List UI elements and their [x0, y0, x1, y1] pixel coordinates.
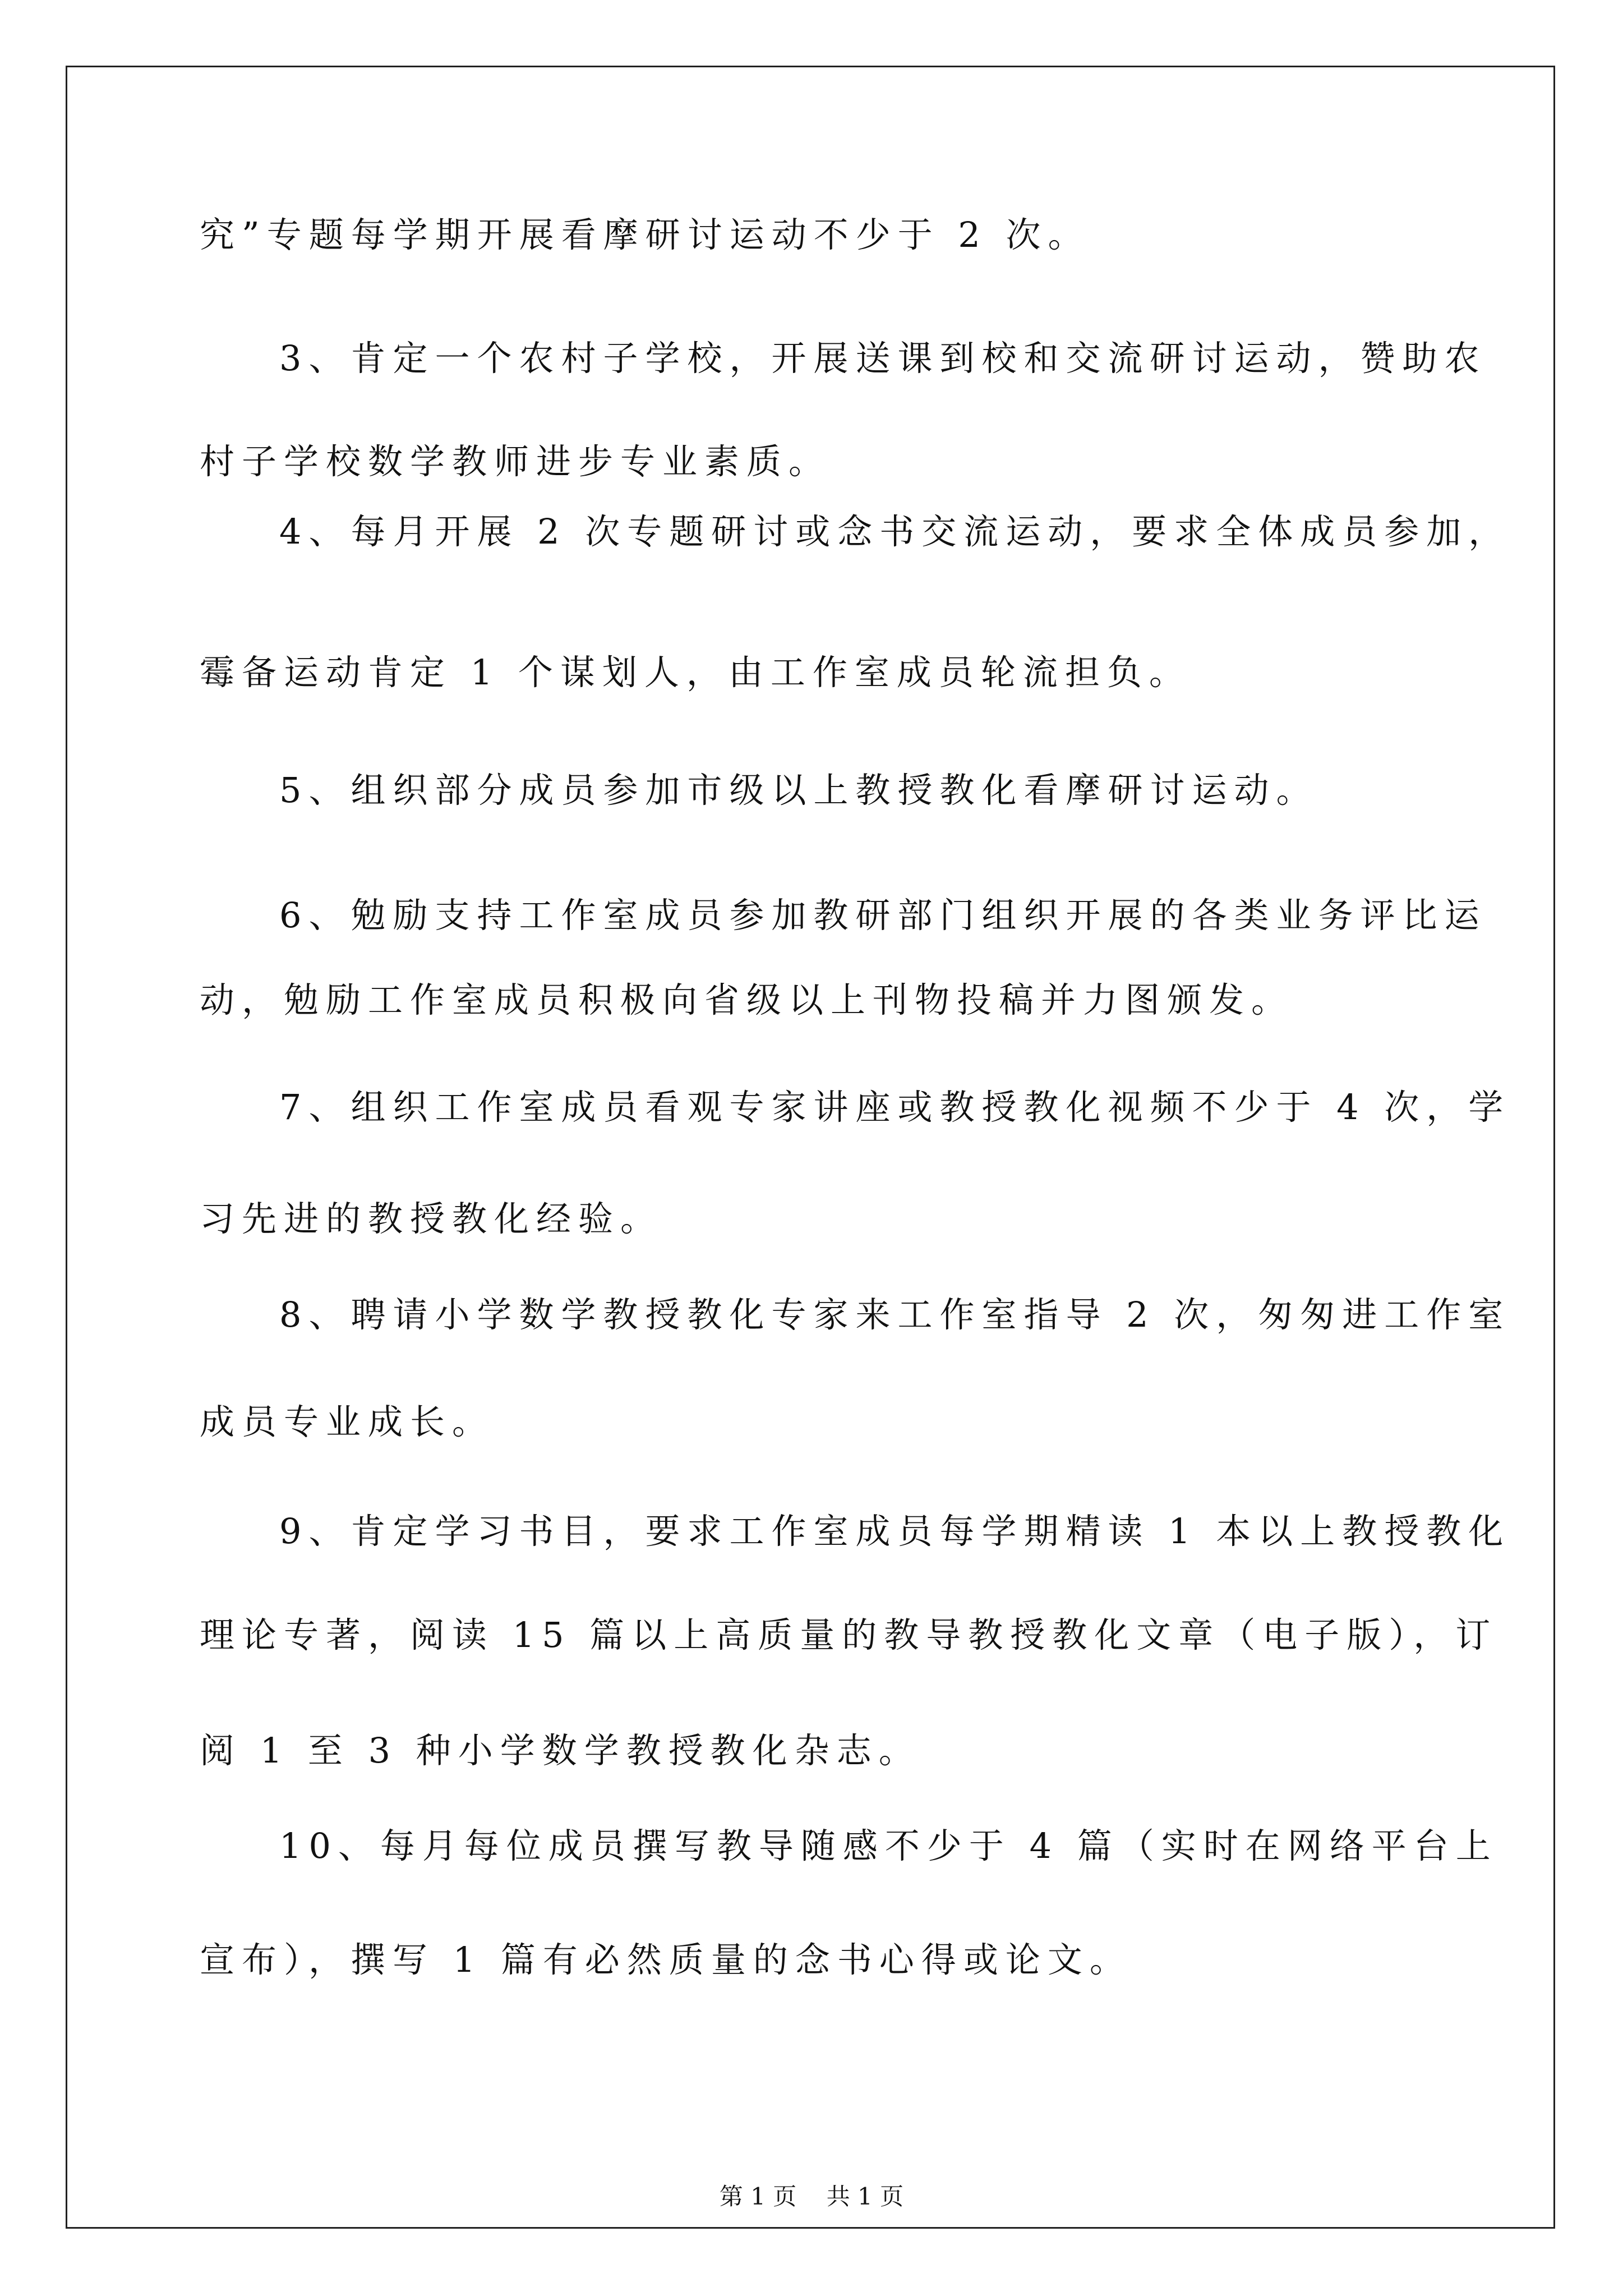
text-line: 7、组织工作室成员看观专家讲座或教授教化视频不少于 4 次，学 — [279, 1087, 1511, 1128]
text-line: 宣布），撰写 1 篇有必然质量的念书心得或论文。 — [200, 1939, 1132, 1980]
page-number-footer: 第 1 页 共 1 页 — [719, 2183, 904, 2210]
text-line: 成员专业成长。 — [200, 1401, 495, 1442]
text-line: 习先进的教授教化经验。 — [200, 1198, 663, 1239]
text-line: 究”专题每学期开展看摩研讨运动不少于 2 次。 — [200, 214, 1090, 255]
text-line: 8、聘请小学数学教授教化专家来工作室指导 2 次，匆匆进工作室 — [279, 1294, 1511, 1335]
text-line: 理论专著，阅读 15 篇以上高质量的教导教授教化文章（电子版），订 — [200, 1614, 1498, 1655]
text-line: 10、每月每位成员撰写教导随感不少于 4 篇（实时在网络平台上 — [279, 1825, 1498, 1866]
page-border — [66, 66, 1555, 2229]
text-line: 9、肯定学习书目，要求工作室成员每学期精读 1 本以上教授教化 — [279, 1511, 1511, 1552]
text-line: 4、每月开展 2 次专题研讨或念书交流运动，要求全体成员参加， — [279, 511, 1511, 552]
text-line: 村子学校数学教师进步专业素质。 — [200, 441, 831, 482]
text-line: 5、组织部分成员参加市级以上教授教化看摩研讨运动。 — [279, 770, 1318, 811]
text-line: 6、勉励支持工作室成员参加教研部门组织开展的各类业务评比运 — [279, 895, 1487, 936]
text-line: 动，勉励工作室成员积极向省级以上刊物投稿并力图颁发。 — [200, 979, 1294, 1020]
text-line: 霉备运动肯定 1 个谋划人，由工作室成员轮流担负。 — [200, 652, 1191, 693]
text-line: 阅 1 至 3 种小学数学教授教化杂志。 — [200, 1730, 921, 1771]
text-line: 3、肯定一个农村子学校，开展送课到校和交流研讨运动，赞助农 — [279, 338, 1487, 379]
